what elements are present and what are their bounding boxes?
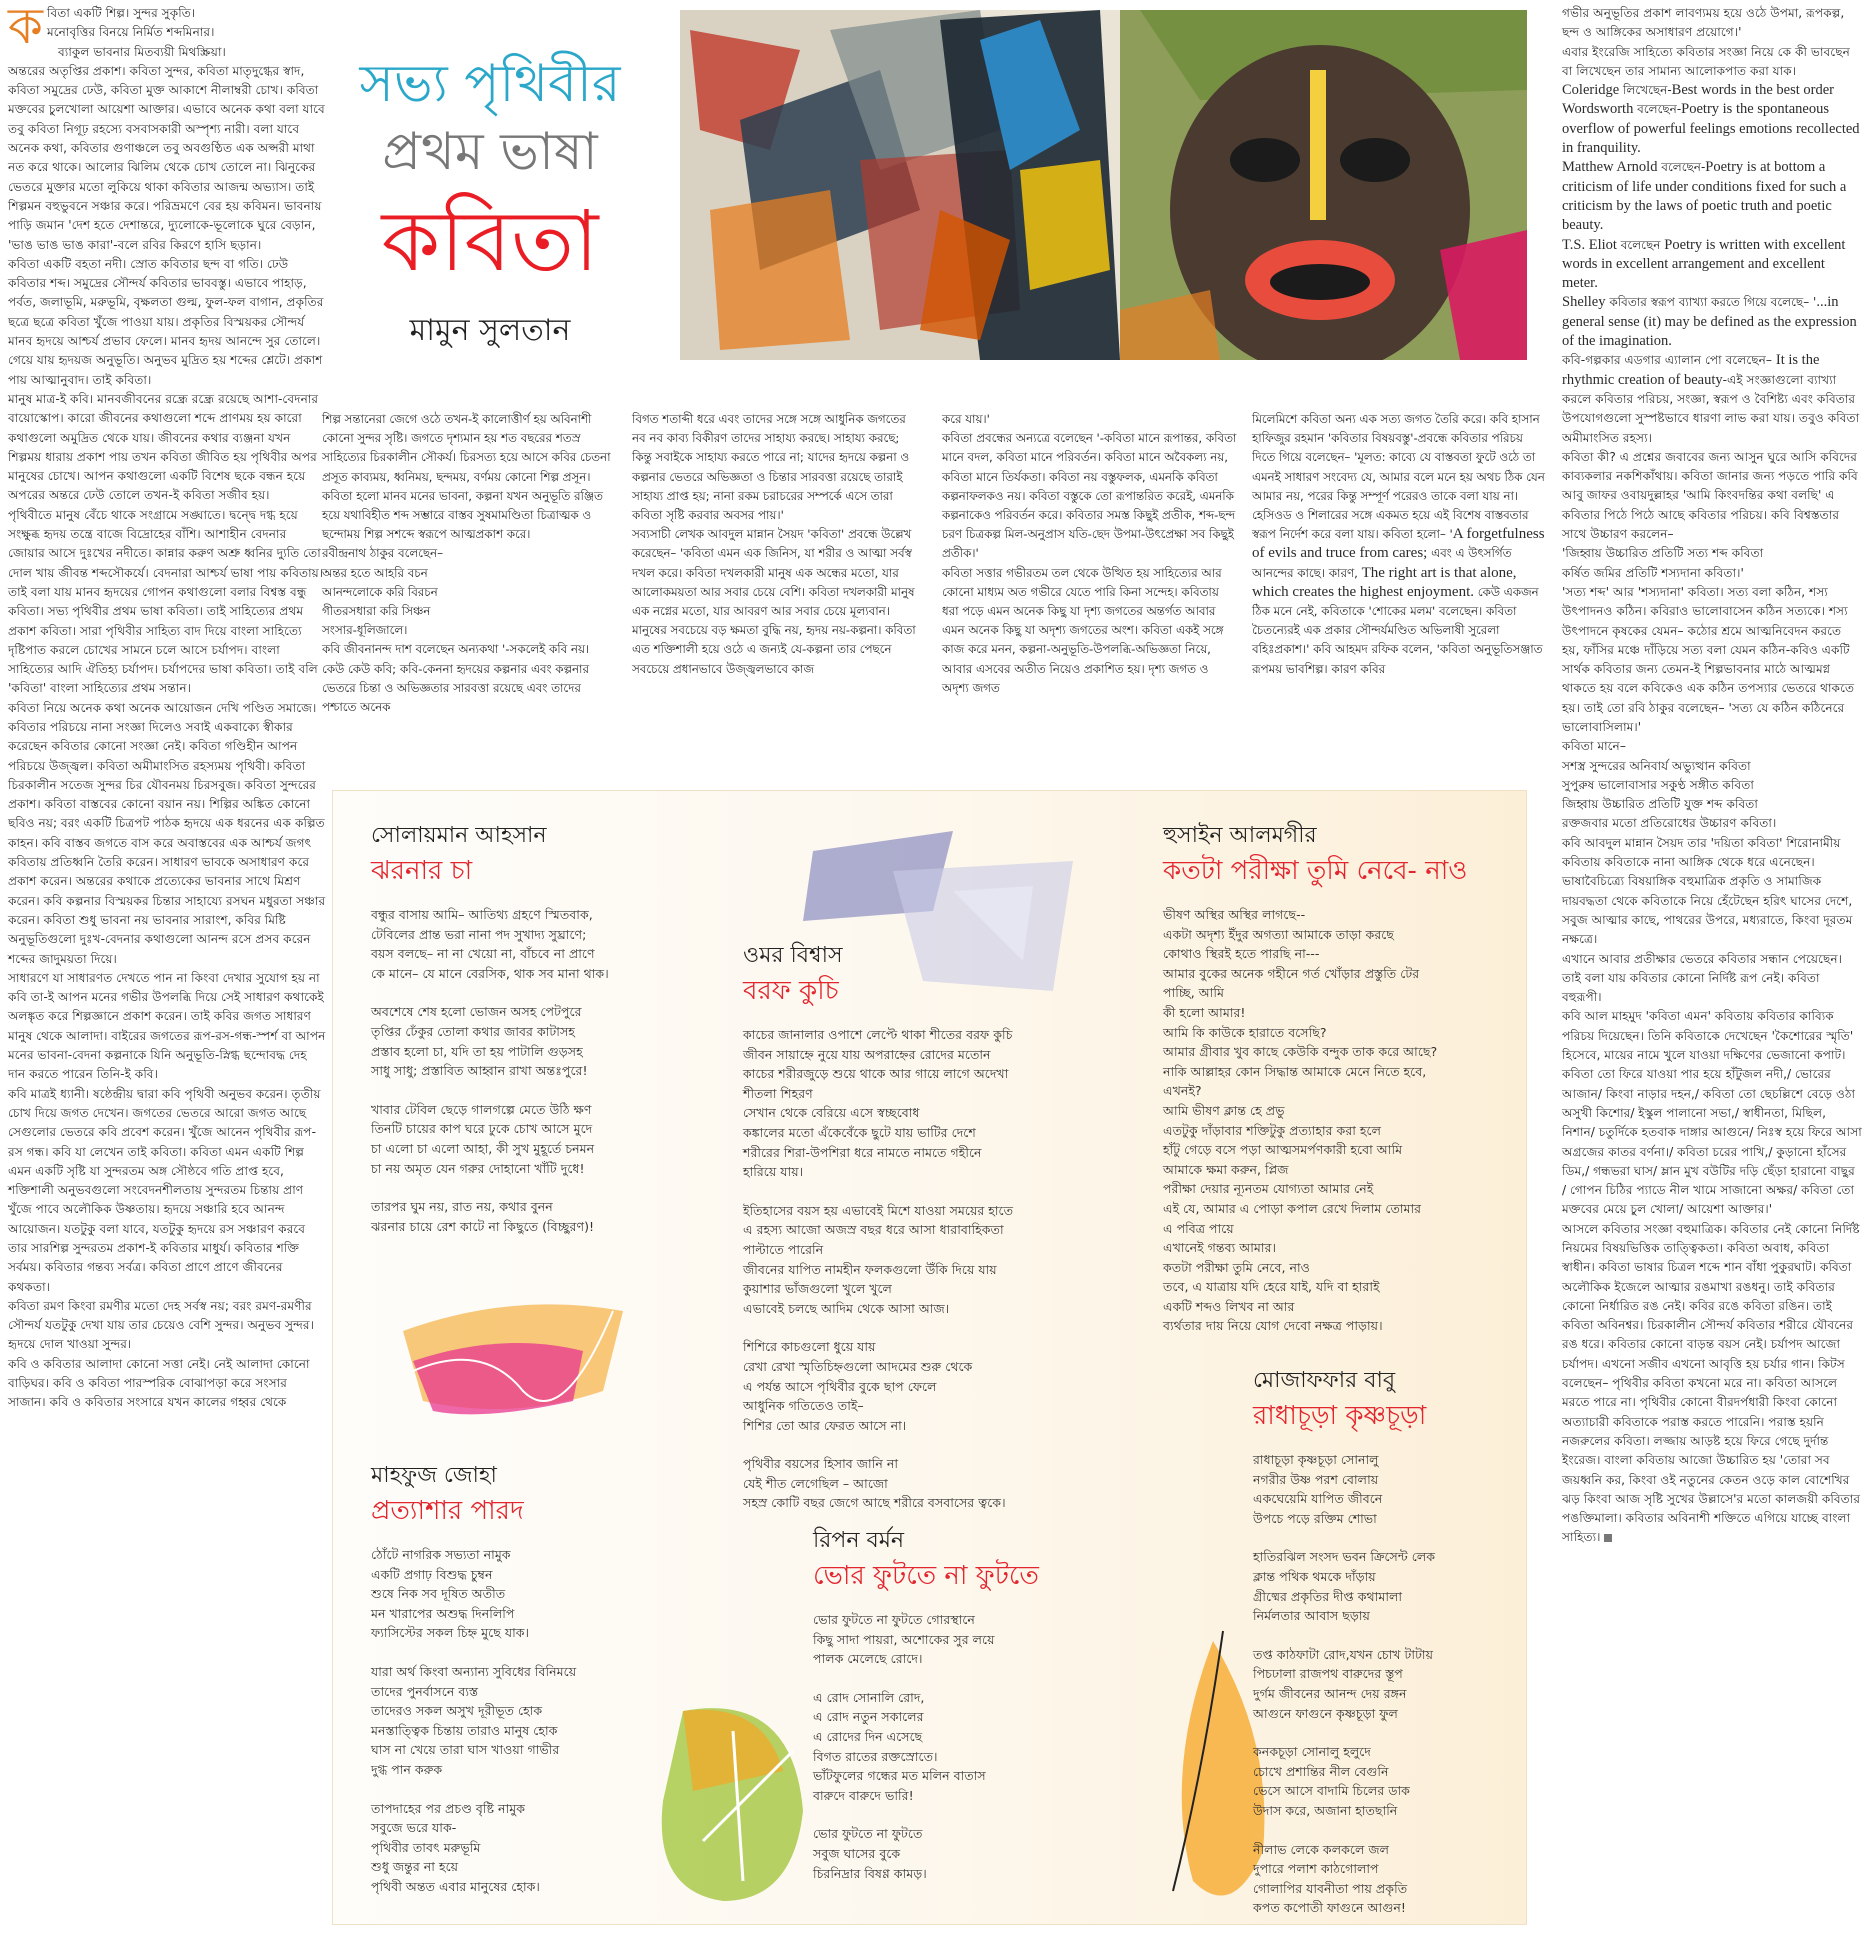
poem-line: গ্রীষ্মের প্রকৃতির দীপ্ত কথামালা bbox=[1253, 1588, 1403, 1604]
poem-line: নাকি আল্লাহর কোন সিদ্ধান্ত আমাকে মেনে নিতে হবে, bbox=[1163, 1063, 1427, 1079]
poem-line: চা নয় অমৃত যেন গরুর দোহানো খাঁটি দুধে! bbox=[371, 1160, 585, 1176]
poem-line: জীবন সায়াহ্নে নুয়ে যায় অপরাহ্নের রোদের মতোন bbox=[743, 1046, 991, 1062]
poem-line: ঝরনার চায়ে রেশ কাটে না কিছুতে (বিচ্ছুরণ)! bbox=[371, 1218, 595, 1234]
poem-line: পাচ্ছি, আমি bbox=[1163, 985, 1225, 1001]
paragraph bbox=[1252, 410, 1547, 679]
poem-line: কোথাও স্থিরই হতে পারছি না--- bbox=[1163, 946, 1320, 962]
paragraph: সব্যসাচী লেখক আবদুল মান্নান সৈয়দ 'কবিতা' প্রবন্ধে উল্লেখ করেছেন– 'কবিতা এমন এক জিনিস, যা শরীর ও আত্মা সর্বস্ব দখল করে। কবিতা দখলকারী মানুষ এক অন্ধের মতো, যার আলোকময়তা আর সবার চেয়ে বেশি। কবিতা দখলকারী মানুষ এক নগ্নের মতো, যার আবরণ আর সবার চেয়ে মূল্যবান। মানুষের সবচেয়ে বড় ক্ষমতা বুদ্ধি নয়, হৃদয় নয়-কল্পনা। কবিতা এত শক্তিশালী হয়ে ওঠে এ জন্যই যে-কল্পনা তার পেছনে সবচেয়ে প্রধানভাবে উজ্জ্বলভাবে কাজ bbox=[632, 527, 916, 676]
paragraph-text: মিলেমিশে কবিতা অন্য এক সত্য জগত তৈরি করে। কবি হাসান হাফিজুর রহমান 'কবিতার বিষয়বস্তু'-প্রবন্ধে কবিতার পরিচয় দিতে গিয়ে বলেছেন– 'মূলত: কাব্যে যে বাস্তবতা ফুটে ওঠে তা এমনই সাধারণ সংবেদ্য যে, আমার বলে মনে হয় অথচ ঠিক যেন আমার নয়, পরের কিন্তু সম্পূর্ণ পরেরও তাকে বলা যায় না। হেসিওড ও শিলারের সঙ্গে একমত হয়ে এই বিশেষ বাস্তবতার স্বরূপ নির্দেশ করে বলা যায়। কবিতা হলো– ' bbox=[1252, 412, 1545, 542]
lead-line-2: মনোবৃত্তির বিনয়ে নির্মিত শব্দমিনার। bbox=[46, 25, 215, 40]
quote-author: Matthew Arnold bbox=[1562, 159, 1658, 176]
paragraph: গভীর অনুভূতির প্রকাশ লাবণ্যময় হয়ে ওঠে উপমা, রূপকল্প, ছন্দ ও আঙ্গিকের অসাধারণ প্রয়োগে।' bbox=[1562, 6, 1845, 40]
poem-line: সবুজ ঘাসের বুকে bbox=[813, 1845, 901, 1861]
poet-name: মাহফুজ জোহা bbox=[371, 1463, 497, 1488]
poem-body bbox=[813, 1610, 1133, 1883]
abstract-face-painting bbox=[680, 10, 1527, 360]
poem-line: শিশির তো আর ফেরত আসে না। bbox=[743, 1417, 907, 1433]
poem-line: তিনটি চায়ের কাপ ঘরে ঢুকে চোখ আসে মুদে bbox=[371, 1121, 593, 1137]
poem-line: জীবনের যাপিত নামহীন ফলকগুলো উঁকি দিয়ে যায় bbox=[743, 1261, 997, 1277]
paragraph: 'সত্য শব্দ' আর 'শস্যদানা' কবিতা। সত্য বলা কঠিন, শস্য উৎপাদনও কঠিন। কবিরাও ভালোবাসেন কঠিন সত্যকে। শস্য উৎপাদনে কৃষকের যেমন– কঠোর শ্রমে আত্মনিবেদন করতে হয়, ফাঁসির মঞ্চে দাঁড়িয়ে সত্য বলা যেমন কঠিন-কবিও একটি সার্থক কবিতার জন্য তেমন-ই শিল্পভাবনার মাঠে আত্মমগ্ন থাকতে হয় বলে কবিকেও এক কঠিন তপস্যার ভেতরে থাকতে হয়। তাই তো রবি ঠাকুর বলেছেন– 'সত্য যে কঠিন কঠিনেরে ভালোবাসিলাম।' bbox=[1562, 584, 1855, 734]
paragraph: কবি মাত্রই ধ্যানী। ষষ্ঠেন্দ্রীয় দ্বারা কবি পৃথিবী অনুভব করেন। তৃতীয় চোখ দিয়ে জগত দেখেন। জগতের ভেতরে আরো জগত আছে সেগুলোর ভেতরে কবি প্রবেশ করেন। খুঁজে আনেন পৃথিবীর রূপ-রস গন্ধ। কবি যা লেখেন তাই কবিতা। কবিতা এমন একটি শিল্প এমন একটি সৃষ্টি যা সুন্দরতম অঙ্গ সৌষ্ঠবে গতি প্রাপ্ত হবে, শক্তিশালী অনুভবগুলো সংবেদনশীলতায় সুন্দরতম চিন্তায় প্রাণ খুঁজে পাবে অলৌকিক উষ্ণতায়। হৃদয়ে সঞ্চারি হবে আনন্দ আয়োজন। যতটুকু বলা যাবে, যতটুকু হৃদয়ে রস সঞ্চারণ করবে তার সারশিল্প সুন্দরতম প্রকাশ-ই কবিতার মাধুর্য। কবিতার শক্তি সর্বময়। কবিতার গন্তব্য সর্বত্র। কবিতা প্রাণে প্রাণে জীবনের কথকতা। bbox=[8, 1086, 321, 1294]
poem-line: দুগ্ধ পান করুক bbox=[371, 1761, 443, 1777]
poem-line: তপ্ত কাঠফাটা রোদ,যখন চোখ টাটায় bbox=[1253, 1646, 1434, 1662]
poem-line: শরীরের শিরা-উপশিরা ধরে নামতে নামতে গহীনে bbox=[743, 1144, 982, 1160]
poem-line: বারুদে বারুদে ভারি! bbox=[813, 1787, 914, 1803]
poem-stanza bbox=[1253, 1840, 1513, 1918]
poem-line: কিছু সাদা পায়রা, অশোকের সুর লয়ে bbox=[813, 1631, 995, 1647]
poem-stanza bbox=[813, 1610, 1133, 1669]
poem-line: আগুনে ফাগুনে কৃষ্ণচূড়া ফুল bbox=[1253, 1705, 1398, 1721]
poem-body bbox=[371, 1545, 721, 1897]
poem-line: পাল্টাতে পারেনি bbox=[743, 1241, 824, 1257]
poem-line: চোখে প্রশান্তির নীল বেগুনি bbox=[1253, 1763, 1389, 1779]
paragraph: বিগত শতাব্দী ধরে এবং তাদের সঙ্গে সঙ্গে আধুনিক জগতের নব নব কাব্য বিকীরণ তাদের সাহায্য করছে। সাহায্য করছে; কিন্তু সবাইকে সাহায্য করতে পারে না; যাদের হৃদয়ে কল্পনা ও কল্পনার ভেতরে অভিজ্ঞতা ও চিন্তার সারবত্তা রয়েছে তারাই সাহায্য প্রাপ্ত হয়; নানা রকম চরাচরের সম্পর্কে এসে তারা কবিতা সৃষ্টি করবার অবসর পায়।' bbox=[632, 412, 910, 523]
poem-line: এখনই? bbox=[1163, 1083, 1202, 1099]
poem-line: খাবার টেবিল ছেড়ে গালগল্পে মেতে উঠি ক্ষণ bbox=[371, 1101, 592, 1117]
poem-stanza bbox=[813, 1688, 1133, 1806]
verse-line: সশস্ত্র সুন্দরের অনিবার্য অভ্যুত্থান কবিতা bbox=[1562, 758, 1751, 773]
poem-line: তারপর ঘুম নয়, রাত নয়, কথার বুনন bbox=[371, 1199, 553, 1215]
quote-verb: লিখেছেন- bbox=[1619, 83, 1672, 98]
poem-stanza bbox=[1253, 1645, 1513, 1723]
poem-line: বন্ধুর বাসায় আমি– আতিথ্য গ্রহণে স্মিতবাক, bbox=[371, 907, 593, 922]
poem-line: দুপারে পলাশ কাঠগোলাপ bbox=[1253, 1861, 1379, 1877]
poem-line: চা এলো চা এলো আহা, কী সুখ মুহূর্তে চনমন bbox=[371, 1140, 595, 1156]
verse-line: আনন্দলোকে করি বিরচন bbox=[322, 584, 438, 599]
poem-line: সাধু সাধু; প্রস্তাবিত আহ্বান রাখা অন্তঃপুরে! bbox=[371, 1063, 588, 1079]
poem-line: কঙ্কালের মতো এঁকেবেঁকে ছুটে যায় ভাটির দেশে bbox=[743, 1124, 976, 1140]
poem-line: চিরনিদ্রার বিষণ্ণ কামড়। bbox=[813, 1865, 927, 1881]
poem-title: ঝরনার চা bbox=[371, 856, 473, 886]
article-author: মামুন সুলতান bbox=[409, 313, 571, 348]
paragraph: কবিতা কী? এ প্রশ্নের জবাবের জন্য আসুন ঘুরে আসি কবিদের কাব্যকলার নকশিকাঁথায়। কবিতা জানার জন্য পড়তে পারি কবি আবু জাফর ওবায়দুল্লাহর 'আমি কিংবদন্তির কথা বলছি' এ কবিতার পিঠে পিঠে আছে কবিতার পরিচয়। কবি বিশ্বস্ততার সাথে উচ্চারণ করলেন– bbox=[1562, 449, 1858, 542]
quote-coleridge bbox=[1562, 81, 1862, 100]
paragraph: কবি জীবনানন্দ দাশ বলেছেন অন্যকথা '-সকলেই কবি নয়। কেউ কেউ কবি; কবি-কেননা হৃদয়ের কল্পনার এবং কল্পনার ভেতরে চিন্তা ও অভিজ্ঞতার সারবত্তা রয়েছে এবং তাদের পশ্চাতে অনেক bbox=[322, 642, 590, 715]
paragraph: -এই সংজ্ঞাগুলো ব্যাখ্যা করলে কবিতার পরিচয়, সংজ্ঞা, স্বরূপ ও বৈশিষ্ট্য এবং কবিতার উপযোগগুলো সুস্পষ্টভাবে ধারণা লাভ করা যায়। তবুও কবিতা অমীমাংসিত রহস্য। bbox=[1562, 372, 1860, 445]
poetry-section bbox=[332, 790, 1527, 1925]
poem-line: যারা অর্থ কিংবা অন্যান্য সুবিধের বিনিময়ে bbox=[371, 1663, 577, 1679]
poet-name: ওমর বিশ্বাস bbox=[743, 943, 843, 968]
poem-line: আধুনিক গতিতেও তাই– bbox=[743, 1398, 864, 1414]
poem-line: ব্যর্থতার দায় নিয়ে যোগ দেবো নক্ষত্র পাড়ায়। bbox=[1163, 1318, 1383, 1334]
poem-line: পৃথিবীর বয়সের হিসাব জানি না bbox=[743, 1456, 899, 1472]
poem-stanza bbox=[1253, 1547, 1513, 1625]
poem-line: সহস্র কোটি বছর জেগে আছে শরীরে বসবাসের ত্বকে। bbox=[743, 1495, 1006, 1511]
quote-eliot bbox=[1562, 236, 1862, 294]
paragraph-text: কেউ একজন ঠিক মনে নেই, কবিতাকে 'শোকের মলম' বলেছেন। কবিতা চৈতন্যেরই এক প্রকার সৌন্দর্যমণ্ডিত অভিলাষী সুরেলা বহিঃপ্রকাশ।' কবি আহমদ রফিক বলেন, 'কবিতা অনুভূতিসঞ্জাত রূপময় ভাবশিল্প। কারণ কবির bbox=[1252, 584, 1543, 676]
poem-stanza bbox=[1163, 905, 1513, 1336]
verse-line: রক্তজবার মতো প্রতিরোধের উচ্চারণ কবিতা। bbox=[1562, 816, 1777, 831]
poem-title: রাধাচূড়া কৃষ্ণচূড়া bbox=[1253, 1401, 1427, 1431]
poem-line: পরীক্ষা দেয়ার ন্যূনতম যোগ্যতা আমার নেই bbox=[1163, 1181, 1374, 1197]
poem-line: কনকচূড়া সোনালু হলুদে bbox=[1253, 1744, 1371, 1760]
paragraph: কবি আবদুল মান্নান সৈয়দ তার 'দয়িতা কবিতা' শিরোনামীয় কবিতায় কবিতাকে নানা আঙ্গিক থেকে ধরে এনেছেন। ভাষাবৈচিত্র্যে বিষয়াঙ্গিক বহুমাত্রিক প্রকৃতি ও সামাজিক দায়বদ্ধতা থেকে কবিতাকে নিয়ে হেঁটেছেন হরিৎ ঘাসের দেশে, সবুজ আত্মার কাছে, পাথরের উপরে, মধ্যরাতে, কিংবা দূরতম নক্ষত্রে। bbox=[1562, 835, 1853, 947]
poem-card bbox=[371, 821, 751, 1255]
poem-line: হাঁটু গেড়ে বসে পড়া আত্মসমর্পণকারী হবো আমি bbox=[1163, 1142, 1403, 1158]
poem-line: শিশিরে কাচগুলো ধুয়ে যায় bbox=[743, 1339, 876, 1355]
poem-line: এ পর্যন্ত আসে পৃথিবীর বুকে ছাপ ফেলে bbox=[743, 1378, 937, 1394]
poem-line: আমি ভীষণ ক্লান্ত হে প্রভু bbox=[1163, 1102, 1285, 1118]
poem-line: শীতলা শিহরণ bbox=[743, 1085, 813, 1101]
poem-line: রাধাচূড়া কৃষ্ণচূড়া সোনালু bbox=[1253, 1452, 1379, 1467]
quote-shelley bbox=[1562, 293, 1862, 351]
poem-line: পিচঢালা রাজপথ বারুদের স্তূপ bbox=[1253, 1666, 1403, 1682]
poem-line: হাতিরঝিল সংসদ ভবন ক্রিসেন্ট লেক bbox=[1253, 1549, 1436, 1565]
article-left-column bbox=[8, 0, 326, 1413]
poem-body bbox=[1253, 1450, 1513, 1918]
paragraph-text: এবং এ উৎসর্গিত আনন্দের কাছে। কারণ, bbox=[1252, 546, 1512, 580]
article-mid-column-3 bbox=[942, 410, 1237, 698]
english-quote: A forgetfulness of evils and truce from cares; bbox=[1252, 526, 1545, 562]
poem-line: উদাস করে, অজানা হাতছানি bbox=[1253, 1802, 1398, 1818]
poem-card bbox=[1163, 821, 1513, 1355]
poem-line: ঠোঁটে নাগরিক সভ্যতা নামুক bbox=[371, 1547, 511, 1562]
poem-stanza bbox=[1253, 1742, 1513, 1820]
verse-line: কর্ষিত জমির প্রতিটি শস্যদানা কবিতা।' bbox=[1562, 565, 1744, 580]
poem-line: একটা অদৃশ্য ইঁদুর অগত্যা আমাকে তাড়া করছে bbox=[1163, 926, 1394, 942]
poem-stanza bbox=[371, 905, 751, 983]
poem-line: মন খারাপের অশুদ্ধ দিনলিপি bbox=[371, 1605, 515, 1621]
poem-line: নগরীর উষ্ণ পরশ বোলায় bbox=[1253, 1471, 1379, 1487]
poem-line: হারিয়ে যায়। bbox=[743, 1164, 804, 1180]
poem-line: পৃথিবী অন্তত এবার মানুষের হোক। bbox=[371, 1878, 540, 1894]
poem-line: নির্মলতার আবাস ছড়ায় bbox=[1253, 1608, 1370, 1624]
poem-line: শুধু জন্তুর না হয়ে bbox=[371, 1859, 459, 1875]
poem-line: এই যে, আমার এ পোড়া কপাল রেখে দিলাম তোমার bbox=[1163, 1200, 1422, 1216]
quote-verb: কবিতার স্বরূপ ব্যাখ্যা করতে গিয়ে বলেছে– ' bbox=[1605, 295, 1817, 310]
paragraph: শিল্প সন্তানেরা জেগে ওঠে তখন-ই কালোত্তীর্ণ হয় অবিনাশী কোনো সুন্দর সৃষ্টি। জগতে দৃশ্যমান হয় শত বছরের শতস্র সাহিত্যের চিরকালীন সৌকর্য। চিরসত্য হয়ে আসে কবির চেতনা প্রসূত কাব্যময়, ধ্বনিময়, ছন্দময়, বর্ণময় কোনো শিল্প প্রসূন। কবিতা হলো মানব মনের ভাবনা, কল্পনা যখন অনুভূতি রঞ্জিত হয়ে যথাবিহীত শব্দ সম্ভারে বাস্তব সুষমামণ্ডিতা চিত্রাত্মক ও ছন্দোময় শিল্প সশব্দে স্বরূপে আত্মপ্রকাশ করে। bbox=[322, 412, 611, 542]
poem-line: আমি কি কাউকে হারাতে বসেছি? bbox=[1163, 1024, 1327, 1040]
poem-line: শুষে নিক সব দূষিত অতীত bbox=[371, 1586, 506, 1602]
poet-name: হুসাইন আলমগীর bbox=[1163, 823, 1317, 848]
quote-author: T.S. Eliot bbox=[1562, 236, 1617, 253]
poem-card bbox=[813, 1526, 1133, 1902]
poem-body bbox=[371, 905, 751, 1236]
poem-line: সবুজে ভরে যাক- bbox=[371, 1820, 457, 1836]
quote-verb: বলেছেন- bbox=[1657, 160, 1706, 175]
poem-line: তাদের পুনর্বাসনে ব্যস্ত bbox=[371, 1683, 479, 1699]
poem-line: কপত কপোতী ফাগুনে আগুন! bbox=[1253, 1900, 1406, 1916]
poem-title: বরফ কুচি bbox=[743, 976, 839, 1006]
quote-text: Poetry is the spontaneous overflow of powerful feelings emotions recollected in franquility. bbox=[1562, 101, 1860, 157]
poem-line: ভেসে আসে বাদামি চিলের ডাক bbox=[1253, 1783, 1410, 1799]
poem-line: গোলাপির যাবনীতা পায় প্রকৃতি bbox=[1253, 1880, 1408, 1896]
poem-line: এ পবিত্র পায়ে bbox=[1163, 1220, 1234, 1236]
poem-line: ঘাস না খেয়ে তারা ঘাস খাওয়া গাভীর bbox=[371, 1742, 560, 1758]
paragraph: রবীন্দ্রনাথ ঠাকুর বলেছেন– bbox=[322, 546, 443, 561]
poem-line: এ রোদ সোনালি রোদ, bbox=[813, 1689, 925, 1705]
poem-stanza bbox=[371, 1545, 721, 1643]
poem-body bbox=[1163, 905, 1513, 1336]
poem-stanza bbox=[1253, 1450, 1513, 1528]
poet-name: রিপন বর্মন bbox=[813, 1528, 905, 1553]
lead-line-3: ব্যাকুল ভাবনার মিতব্যয়ী মিথস্ক্রিয়া। bbox=[58, 44, 226, 59]
end-mark-icon bbox=[1604, 1534, 1612, 1542]
poem-line: প্রস্তাব হলো চা, যদি তা হয় পাটালি গুড়সহ bbox=[371, 1043, 583, 1059]
paragraph: এখানে আবার প্রতীক্ষার ভেতরে কবিতার সন্ধান পেয়েছেন। তাই বলা যায় কবিতার কোনো নির্দিষ্ট রূপ নেই। কবিতা বহুরূপী। bbox=[1562, 951, 1842, 1005]
poem-line: সেখান থেকে বেরিয়ে এসে স্বচ্ছবোধ bbox=[743, 1105, 920, 1121]
poem-stanza bbox=[743, 1025, 1153, 1182]
verse-line: 'জিহ্বায় উচ্চারিত প্রতিটি সত্য শব্দ কবিতা bbox=[1562, 546, 1764, 561]
poem-line: অবশেষে শেষ হলো ভোজন অসহ পেটপুরে bbox=[371, 1004, 582, 1020]
quote-author: Coleridge bbox=[1562, 82, 1620, 99]
poem-stanza bbox=[743, 1201, 1153, 1319]
poem-line: এতটুকু দাঁড়াবার শক্তিটুকু প্রত্যাহার করা হলে bbox=[1163, 1122, 1381, 1138]
paragraph: এবার ইংরেজি সাহিত্যে কবিতার সংজ্ঞা নিয়ে কে কী ভাবছেন বা লিখেছেন তার সামান্য আলোকপাত করা যাক। bbox=[1562, 44, 1850, 78]
poem-card bbox=[743, 941, 1153, 1532]
poem-card bbox=[371, 1461, 721, 1916]
quote-wordsworth bbox=[1562, 100, 1862, 158]
quote-text: Poetry is at bottom a criticism of life under conditions fixed for such a criticism by the laws of poetic truth and poetic beauty. bbox=[1562, 159, 1847, 234]
poem-line: তৃপ্তির ঢেঁকুর তোলা কথার জাবর কাটাসহ bbox=[371, 1023, 575, 1039]
poem-stanza bbox=[371, 1100, 751, 1178]
verse-line: সংসার-ধূলিজালে। bbox=[322, 623, 408, 638]
verse-line: অন্তর হতে আহরি বচন bbox=[322, 565, 428, 580]
poet-name: সোলায়মান আহসান bbox=[371, 823, 547, 848]
article-mid-column-4 bbox=[1252, 410, 1547, 679]
poem-title: ভোর ফুটতে না ফুটতে bbox=[813, 1561, 1039, 1591]
article-mid-column-1 bbox=[322, 410, 612, 717]
quote-verb: বলেছেন bbox=[1616, 237, 1665, 252]
poem-line: কাচের শরীরজুড়ে শুয়ে থাকে আর গায়ে লাগে অদেখা bbox=[743, 1066, 1009, 1082]
poem-line: বয়স বলছে– না না খেয়ো না, বাঁচবে না প্রাণে bbox=[371, 946, 595, 962]
poem-line: উপচে পড়ে রক্তিম শোভা bbox=[1253, 1510, 1377, 1526]
poem-line: পৃথিবীর তাবৎ মরুভূমি bbox=[371, 1839, 481, 1855]
lead-line-1: বিতা একটি শিল্প। সুন্দর সুকৃতি। bbox=[46, 6, 196, 20]
poem-line: তাদেরও সকল অসুখ দূরীভূত হোক bbox=[371, 1703, 543, 1719]
poem-title: কতটা পরীক্ষা তুমি নেবে- নাও bbox=[1163, 856, 1468, 886]
poem-line: ভীষণ অস্থির অস্থির লাগছে-- bbox=[1163, 907, 1306, 922]
poem-stanza bbox=[371, 1197, 751, 1236]
poem-line: ক্লান্ত পথিক থমকে দাঁড়ায় bbox=[1253, 1568, 1376, 1584]
poem-line: এ রহস্য আজো অজস্র বছর ধরে আসা ধারাবাহিকতা bbox=[743, 1222, 1004, 1238]
poem-line: একটি প্রগাঢ় বিশুদ্ধ চুম্বন bbox=[371, 1566, 493, 1582]
poem-line: তবে, এ যাত্রায় যদি হেরে যাই, যদি বা হারাই bbox=[1163, 1279, 1380, 1295]
poem-line: এভাবেই চলছে আদিম থেকে আসা আজ। bbox=[743, 1300, 950, 1316]
paragraph-text: আসলে কবিতার সংজ্ঞা বহুমাত্রিক। কবিতার নেই কোনো নির্দিষ্ট নিয়মের বিষয়ভিত্তিক তাত্ত্বিকতা। কবিতা অবাধ, কবিতা স্বাধীন। কবিতা ভাষার চিত্রল শব্দে শান বাঁধা পুকুরঘাট। কবিতা অলৌকিক ইজেলে আত্মার রঙমাখা রঙধনু। তাই কবিতার কোনো নির্ধারিত রঙ নেই। কবির রঙে কবিতা রঙিন। তাই কবিতা অবিনশ্বর। চিরকালীন সৌন্দর্য কবিতার শরীরে যৌবনের রঙ ধরে। কবিতার কোনো বাড়ন্ত বয়স নেই। চর্যাপদ আজো চর্যাপদ। এখনো সজীব এখনো আবৃত্তি হয় চর্যার গান। কিটস বলেছেন– পৃথিবীর কবিতা কখনো মরে না। কবিতা আসলে মরতে পারে না। পৃথিবীর কোনো বীরদর্পধারী কিংবা কোনো অত্যাচারী কবিতাকে পরাস্ত করতে পারেনি। পরাস্ত হয়নি নজরুলের কবিতা। লজ্জায় আড়ষ্ট হয়ে ফিরে গেছে দুর্দান্ত ইংরেজ। বাংলা কবিতায় আজো উচ্চারিত হয় 'তোরা সব জয়ধ্বনি কর, কিংবা ওই নতুনের কেতন ওড়ে কাল বোশেখির ঝড় কিংবা আজ সৃষ্টি সুখের উল্লাসে'র মতো কালজয়ী কবিতার পঙক্তিমালা। কবিতার অবিনাশী শক্তিতে এগিয়ে যাচ্ছে বাংলা সাহিত্য। bbox=[1562, 1221, 1861, 1545]
paragraph: কবিতা প্রবন্ধের অন্যত্রে বলেছেন '-কবিতা মানে রূপান্তর, কবিতা মানে বদল, কবিতা মানে পরিবর্তন। কবিতা মানে অবৈকল্য নয়, কবিতা মানে তির্যকতা। কবিতা নয় বস্তুফলক, এমনকি কবিতা কল্পনাফলকও নয়। কবিতা বস্তুকে তো রূপান্তরিত করেই, এমনকি কল্পনাকেও পরিবর্তন করে। কবিতার সমস্ত কিছুই প্রতীক, শব্দ-ছন্দ চরণ চিত্রকল্প মিল-অনুপ্রাস যতি-ছেদ উপমা-উৎপ্রেক্ষা সব কিছুই প্রতীক।' bbox=[942, 431, 1237, 561]
paragraph: মানুষ মাত্র-ই কবি। মানবজীবনের রন্ধ্রে রন্ধ্রে রয়েছে আশা-বেদনার বায়োস্কোপ। কারো জীবনের কথাগুলো শব্দে প্রাণময় হয় কারো কথাগুলো অমুদ্রিত থেকে যায়। জীবনের কথার ব্যঞ্জনা যখন শিল্পময় ধারায় প্রকাশ পায় তখন কবিতা জীবিত হয় পৃথিবীর অপর মানুষের চোখে। আপন কথাগুলো একটি বিশেষ ছকে বন্ধন হয়ে অপরের অন্তরে ঢেউ তোলে তখন-ই কবিতা সজীব হয়। bbox=[8, 391, 319, 503]
poem-stanza bbox=[743, 1337, 1153, 1435]
poem-line: আমাকে ক্ষমা করুন, প্লিজ bbox=[1163, 1161, 1289, 1177]
poem-body bbox=[743, 1025, 1153, 1513]
paragraph: অন্তরের অতৃপ্তির প্রকাশ। কবিতা সুন্দর, কবিতা মাতৃদুগ্ধের স্বাদ, কবিতা সমুদ্রের ঢেউ, কবিতা মুক্ত আকাশে নীলাম্বরী চোখ। কবিতা মক্তবের চুলখোলা আয়েশা আক্তার। এভাবে অনেক কথা বলা যাবে তবু কবিতা নিগূঢ় রহস্যে বসবাসকারী অস্পৃশ্য নারী। বলা যাবে অনেক কথা, কবিতার গুণাঞ্চলে তবু অবগুণ্ঠিত এক অপ্সরী মাথা নত করে থাকে। আলোর ঝিলিম থেকে চোখ তোলে না। ঝিনুকের ভেতরে মুক্তার মতো লুকিয়ে থাকা কবিতার আজন্ম অভ্যাস। তাই শিল্পমন বহুভুবনে সঞ্চার করে। পরিভ্রমণে বের হয় কবিমন। ভাবনায় পাড়ি জমান 'দেশ হতে দেশান্তরে, দ্যুলোকে-ভূলোকে ঘুরে বেড়ান, 'ভাঙ ভাঙ ভাঙ কারা'-বলে রবির কিরণে হাসি ছড়ান। bbox=[8, 63, 325, 252]
poem-stanza bbox=[371, 1799, 721, 1897]
watercolor-pink-decoration bbox=[393, 1271, 653, 1441]
poem-stanza bbox=[813, 1824, 1133, 1883]
poem-line: মনস্তাত্ত্বিক চিন্তায় তারাও মানুষ হোক bbox=[371, 1722, 558, 1738]
poem-line: ইতিহাসের বয়স হয় এভাবেই মিশে যাওয়া সময়ের হাতে bbox=[743, 1202, 1014, 1218]
paragraph: কবি আল মাহমুদ 'কবিতা এমন' কবিতায় কবিতার কাব্যিক পরিচয় দিয়েছেন। তিনি কবিতাকে দেখেছেন 'কৈশোরের স্মৃতি' হিসেবে, মায়ের নামে খুলে যাওয়া দক্ষিণের ভেজানো কপাট। কবিতা তো ফিরে যাওয়া পার হয়ে হাঁটুজল নদী,/ ভোরের আজান/ কিংবা নাড়ার দহন,/ কবিতা তো ছেচল্লিশে বেড়ে ওঠা অসুখী কিশোর/ ইস্কুল পালানো সভা,/ স্বাধীনতা, মিছিল, নিশান/ চতুর্দিকে হতবাক দাঙ্গার আগুনে/ নিঃস্ব হয়ে ফিরে আসা অগ্রজের কাতর বর্ণনা।/ কবিতা চরের পাখি,/ কুড়ানো হাঁসের ডিম,/ গন্ধভরা ঘাস/ ম্লান মুখ বউটির দড়ি ছেঁড়া হারানো বাছুর / গোপন চিঠির প্যাডে নীল খামে সাজানো অক্ষর/ কবিতা তো মক্তবের মেয়ে চুল খোলা/ আয়েশা আক্তার।' bbox=[1562, 1009, 1862, 1217]
poem-title: প্রত্যাশার পারদ bbox=[371, 1496, 524, 1526]
poem-line: ভোর ফুটতে না ফুটতে গোরস্থানে bbox=[813, 1612, 975, 1627]
poem-line: কে মানে– যে মানে বেরসিক, থাক সব মানা থাক। bbox=[371, 965, 609, 981]
paragraph: কবিতা রমণ কিংবা রমণীর মতো দেহ সর্বস্ব নয়; বরং রমণ-রমণীর সৌন্দর্য যতটুকু দেখা যায় তার চেয়েও বেশি সুন্দর। অনুভব সুন্দর। হৃদয়ে দোল খাওয়া সুন্দর। bbox=[8, 1298, 314, 1352]
quote-text: Best words in the best order bbox=[1671, 82, 1834, 99]
header-artwork bbox=[680, 10, 1527, 360]
english-quote: The right art is that alone, which creates the highest enjoyment. bbox=[1252, 564, 1517, 600]
article-right-column bbox=[1562, 4, 1862, 1548]
quote-author: Shelley bbox=[1562, 294, 1606, 311]
poem-line: এ রোদ নতুন সকালের bbox=[813, 1709, 924, 1725]
quote-author: Wordsworth bbox=[1562, 101, 1634, 118]
poem-stanza bbox=[743, 1454, 1153, 1513]
poem-line: ভোর ফুটতে না ফুটতে bbox=[813, 1826, 923, 1842]
paragraph: করে যায়।' bbox=[942, 412, 990, 426]
poem-line: ভাঁটফুলের গন্ধের মত মলিন বাতাস bbox=[813, 1768, 986, 1784]
paragraph: কবিতা সত্তার গভীরতম তল থেকে উত্থিত হয় সাহিত্যের আর কোনো মাধ্যম অত গভীরে যেতে পারি কিনা সন্দেহ। কবিতায় ধরা পড়ে এমন অনেক কিছু যা দৃশ্য জগতের অন্তর্গত আবার এমন অনেক কিছু যা অদৃশ্য জগতের অংশ। কবিতা একই সঙ্গে কাজ করে মনন, কল্পনা-অনুভূতি-উপলব্ধি-অভিজ্ঞতা নিয়ে, আবার এসবের অতীত নিয়েও প্রকাশিত হয়। দৃশ্য জগত ও অদৃশ্য জগত bbox=[942, 565, 1224, 695]
poem-line: কতটা পরীক্ষা তুমি নেবে, নাও bbox=[1163, 1259, 1310, 1275]
poem-card bbox=[1253, 1366, 1513, 1936]
poem-line: একঘেয়েমি যাপিত জীবনে bbox=[1253, 1491, 1383, 1507]
verse-line: জিহ্বায় উচ্চারিত প্রতিটি যুক্ত শব্দ কবিতা bbox=[1562, 797, 1758, 812]
paragraph: পৃথিবীতে মানুষ বেঁচে থাকে সংগ্রামে সঙ্ঘাতে। দ্বন্দ্বে দগ্ধ হয়ে সংক্ষুব্ধ হৃদয় তন্ত্রে বাজে বিদ্রোহের বাঁশি। আশাহীন বেদনার জোয়ার আসে দুঃখের নদীতে। কান্নার করুণ অশ্রু ধ্বনির দ্যুতি তো দোল খায় জীবন্ত শব্দসৌকর্যে। বেদনারা আশ্চর্য ভাষা পায় কবিতায়। তাই বলা যায় মানব হৃদয়ের গোপন কথাগুলো বলার বিশ্বস্ত বন্ধু কবিতা। সভ্য পৃথিবীর প্রথম ভাষা কবিতা। তাই সাহিত্যের প্রথম প্রকাশ কবিতা। সারা পৃথিবীর সাহিত্য বাদ দিয়ে বাংলা সাহিত্যে দৃষ্টিপাত করলে চোখের সামনে চলে আসে চর্যাপদ। বাংলা সাহিত্যের আদি ঐতিহ্য চর্যাপদ। চর্যাপদের ভাষা কবিতা। তাই বলি 'কবিতা' বাংলা সাহিত্যের প্রথম সন্তান। bbox=[8, 507, 324, 696]
poem-line: এখানেই গন্তব্য আমার। bbox=[1163, 1240, 1276, 1256]
poem-line: আমার গ্রীবার খুব কাছে কেউকি বন্দুক তাক করে আছে? bbox=[1163, 1044, 1438, 1060]
title-line-2: প্রথম ভাষা bbox=[382, 122, 598, 182]
poem-line: বিগত রাতের রক্তস্রোতে। bbox=[813, 1748, 938, 1764]
poet-name: মোজাফফার বাবু bbox=[1253, 1368, 1396, 1393]
poem-line: যেই শীত লেগেছিল – আজো bbox=[743, 1475, 888, 1491]
paragraph: কবি ও কবিতার আলাদা কোনো সত্তা নেই। নেই আলাদা কোনো বাড়িঘর। কবি ও কবিতা পারস্পরিক বোঝাপড়া করে সংসার সাজান। কবি ও কবিতার সংসারে যখন কালের গহ্বর থেকে bbox=[8, 1356, 310, 1410]
article-title-block bbox=[330, 50, 650, 357]
quote-verb: কবি-গল্পকার এডগার এ্যালান পো বলেছেন– bbox=[1562, 353, 1776, 368]
poem-line: তাপদাহের পর প্রচণ্ড বৃষ্টি নামুক bbox=[371, 1800, 526, 1816]
poem-line: আমার বুকের অনেক গহীনে গর্ত খোঁড়ার প্রস্তুতি টের bbox=[1163, 965, 1420, 981]
poem-line: পালক মেলেছে রোদে। bbox=[813, 1651, 923, 1667]
poem-line: একটি শব্দও লিখব না আর bbox=[1163, 1298, 1295, 1314]
paragraph: কবিতা মানে– bbox=[1562, 739, 1626, 754]
title-line-3: কবিতা bbox=[381, 192, 599, 290]
quote-arnold bbox=[1562, 158, 1862, 235]
paragraph: কবিতা একটি বহতা নদী। স্রোত কবিতার ছন্দ বা গতি। ঢেউ কবিতার শব্দ। সমুদ্রের সৌন্দর্য কবিতার ভাববস্তু। এভাবে পাহাড়, পর্বত, জলাভূমি, মরুভূমি, বৃক্ষলতা গুল্ম, ফুল-ফল বাগান, প্রকৃতির ছত্রে ছত্রে কবিতা খুঁজে পাওয়া যায়। প্রকৃতির বিস্ময়কর সৌন্দর্য মানব হৃদয়ে আশ্চর্য প্রভাব ফেলে। মানব হৃদয় আনন্দে সুর তোলে। গেয়ে যায় হৃদয়জ অনুভূতি। অনুভব মুদ্রিত হয় শব্দের শ্লেটে। প্রকাশ পায় আত্মানুবাদ। তাই কবিতা। bbox=[8, 256, 324, 387]
paragraph bbox=[1562, 1220, 1862, 1548]
poem-line: ফ্যাসিস্টের সকল চিহ্ন মুছে যাক। bbox=[371, 1625, 530, 1641]
poem-line: নীলাভ লেকে কলকলে জল bbox=[1253, 1841, 1390, 1857]
quote-poe bbox=[1562, 351, 1862, 447]
dropcap: ক bbox=[8, 0, 43, 55]
quote-text: ...in general sense (it) may be defined as the expression of the imagination. bbox=[1562, 294, 1857, 350]
poem-line: রেখা রেখা স্মৃতিচিহ্নগুলো আদমের শুরু থেকে bbox=[743, 1358, 973, 1374]
quote-verb: বলেছেন- bbox=[1633, 102, 1682, 117]
title-line-1: সভ্য পৃথিবীর bbox=[359, 54, 621, 114]
poem-line: এ রোদের দিন এসেছে bbox=[813, 1728, 923, 1744]
poem-stanza bbox=[371, 1662, 721, 1780]
verse-line: সুপুরুষ ভালোবাসার সকুণ্ঠ সঙ্গীত কবিতা bbox=[1562, 777, 1754, 792]
poem-line: কাচের জানালার ওপাশে লেপ্টে থাকা শীতের বরফ কুচি bbox=[743, 1027, 1013, 1042]
quote-text: It is the rhythmic creation of beauty bbox=[1562, 352, 1820, 388]
quote-text: Poetry is written with excellent words in excellent arrangement and excellent meter. bbox=[1562, 236, 1846, 292]
paragraph: সাধারণে যা সাধারণত দেখতে পান না কিংবা দেখার সুযোগ হয় না কবি তা-ই আপন মনের গভীর উপলব্ধি দিয়ে সেই সাধারণ কথাকেই অলঙ্কৃত করে শিল্পজ্ঞানে প্রকাশ করেন। তাই কবির জগত সাধারণ মানুষ থেকে আলাদা। বাইরের জগতের রূপ-রস-গন্ধ-স্পর্শ বা আপন মনের ভাবনা-বেদনা কল্পনাকে যিনি অনুভূতি-স্নিগ্ধ ছন্দোবদ্ধ দেহ দান করতে পারেন তিনি-ই কবি। bbox=[8, 970, 326, 1082]
poem-line: টেবিলের প্রান্ত ভরা নানা পদ সুখাদ্য সুঘ্রাণে; bbox=[371, 926, 587, 942]
poem-line: দুর্গম জীবনের আনন্দ দেয় রঙ্গন bbox=[1253, 1685, 1407, 1701]
poem-stanza bbox=[371, 1002, 751, 1080]
poem-line: কী হলো আমার! bbox=[1163, 1004, 1246, 1020]
poem-line: কুয়াশার ভাঁজগুলো খুলে খুলে bbox=[743, 1281, 892, 1297]
paragraph: কবিতা নিয়ে অনেক কথা অনেক আয়োজন দেখি পণ্ডিত সমাজে। কবিতার পরিচয়ে নানা সংজ্ঞা দিলেও সবাই একবাক্যে স্বীকার করেছেন কবিতার কোনো সংজ্ঞা নেই। কবিতা গণ্ডিহীন আপন পরিচয়ে উজ্জ্বল। কবিতা অমীমাংসিত রহস্যময় পৃথিবী। কবিতা চিরকালীন সতেজ সুন্দর চির যৌবনময় চিরসবুজ। কবিতা সুন্দরের প্রকাশ। কবিতা বাস্তবের কোনো বয়ান নয়। শিল্পির অঙ্কিত কোনো ছবিও নয়; বরং একটি চিত্রপট পাঠক হৃদয়ে এক ধরনের এক কল্পিত কাহন। কবি বাস্তব জগতে বাস করে অবাস্তবের এক আশ্চর্য জগৎ কবিতায় প্রতিধ্বনি তৈরি করেন। সাধারণ ভাবকে অসাধারণ করে প্রকাশ করেন। অন্তরের কথাকে প্রত্যেকের ভাবনার সাথে মিশ্রণ করেন। কবি কল্পনার বিস্ময়কর চিন্তার সাহায্যে রসঘন মধুরতা সঞ্চার করেন। কবিতা শুধু ভাবনা নয় ভাবনার সারাংশ, কবির মিষ্টি অনুভূতিগুলো দুঃখ-বেদনার কথাগুলো আনন্দ রসে প্রসব করেন শব্দের জাদুময়তা দিয়ে। bbox=[8, 700, 326, 966]
article-mid-column-2 bbox=[632, 410, 922, 679]
verse-line: গীতরসধারা করি সিঞ্চন bbox=[322, 604, 431, 619]
